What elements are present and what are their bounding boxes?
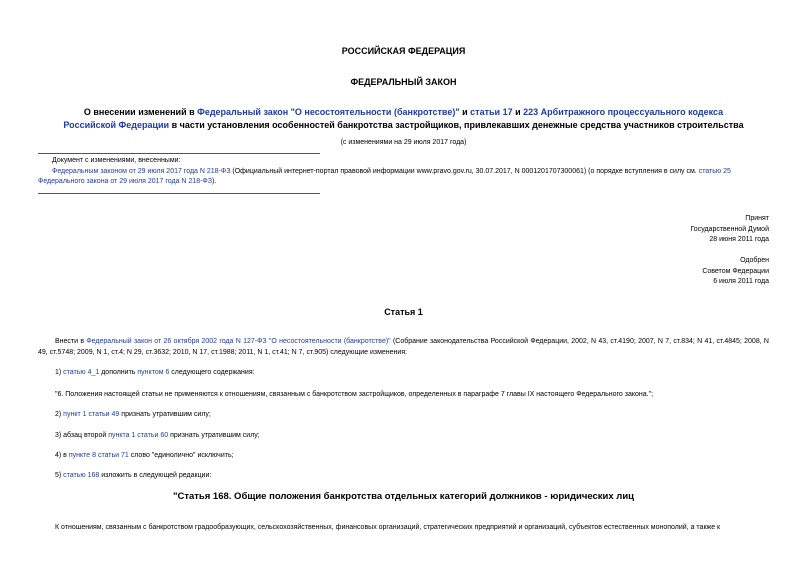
title-link-bankruptcy-law[interactable]: Федеральный закон "О несостоятельности (банкротстве)" <box>197 107 460 117</box>
item-5 <box>55 470 211 481</box>
accepted-block <box>690 214 769 246</box>
intro-text-2: (Собрание законодательства Российской Федерации, 2002, N 43, ст.4190; 2007, N 7, ст.834; N 41, ст.4845; 2008, N 49, ст.5748; 2009, N 1, ст.4; N 29, ст.3632; 2010, N 17, ст.1988; 2011, N 1, ст.41; N 7, ст.905) следующие изменения: <box>38 338 769 356</box>
country-heading: РОССИЙСКАЯ ФЕДЕРАЦИЯ <box>341 46 466 56</box>
title-link-article-17[interactable]: статьи 17 <box>470 107 513 117</box>
doc-type-heading: ФЕДЕРАЛЬНЫЙ ЗАКОН <box>350 77 457 87</box>
item-1-text-1: 1) <box>55 369 64 376</box>
law-title <box>58 106 749 132</box>
item-1-link-article-4-1[interactable]: статью 4_1 <box>63 369 100 376</box>
article-1-intro <box>38 336 769 358</box>
amendments-label: Документ с изменениями, внесенными: <box>52 157 181 164</box>
item-2-link[interactable]: пункт 1 статьи 49 <box>63 411 120 418</box>
amendment-text-1: (Официальный интернет-портал правовой информации www.pravo.gov.ru, 30.07.2017, N 0001201707300061) (о порядке вступления в силу см. <box>230 168 699 175</box>
intro-link-127fz[interactable]: Федеральный закон от 26 октября 2002 года N 127-ФЗ "О несостоятельности (банкротстве)" <box>86 338 391 345</box>
item-5-text-2: изложить в следующей редакции: <box>99 472 212 479</box>
amendment-text-2: ). <box>211 178 217 185</box>
intro-text-1: Внести в <box>55 338 87 345</box>
new-article-168-heading: "Статья 168. Общие положения банкротства отдельных категорий должников - юридических лиц <box>172 491 635 502</box>
item-3-link[interactable]: пункта 1 статьи 60 <box>108 432 169 439</box>
item-2-text-2: признать утратившим силу; <box>119 411 211 418</box>
amendment-link-article-25[interactable]: статью 25 Федерального закона от 29 июля 2017 года N 218-ФЗ <box>38 168 731 185</box>
title-link-arbitration-code[interactable]: 223 Арбитражного процессуального кодекса Российской Федерации <box>63 107 724 130</box>
amendment-link-218fz[interactable]: Федеральным законом от 29 июля 2017 года N 218-ФЗ <box>52 168 231 175</box>
approved-line-2: Советом Федерации <box>702 267 769 275</box>
title-text-4: в части установления особенностей банкротства застройщиков, привлекавших денежные средства участников строительства <box>169 120 744 130</box>
article-168-paragraph: К отношениям, связанным с банкротством градообразующих, сельскохозяйственных, финансовых организаций, стратегических предприятий и организаций, субъектов естественных монополий, а также к <box>55 524 721 531</box>
title-text-3: и <box>512 107 524 117</box>
item-5-text-1: 5) <box>55 472 64 479</box>
accepted-line-1: Принят <box>745 215 769 222</box>
approved-line-1: Одобрен <box>740 257 769 264</box>
item-3 <box>55 430 260 441</box>
item-2-text-1: 2) <box>55 411 64 418</box>
item-5-link[interactable]: статью 168 <box>63 472 100 479</box>
accepted-line-3: 28 июня 2011 года <box>709 236 769 243</box>
article-1-heading: Статья 1 <box>384 307 423 317</box>
title-text-1: О внесении изменений в <box>83 107 198 117</box>
title-text-2: и <box>459 107 471 117</box>
item-1 <box>55 367 255 378</box>
item-4-link[interactable]: пункте 8 статьи 71 <box>68 452 129 459</box>
item-3-text-2: признать утратившим силу; <box>168 432 260 439</box>
quote-point-6: "6. Положения настоящей статьи не применяются к отношениям, связанным с банкротством застройщиков, определенных в параграфе 7 главы IX настоящего Федерального закона."; <box>55 391 654 398</box>
item-4-text-1: 4) в <box>55 452 69 459</box>
item-1-text-2: дополнить <box>99 369 138 376</box>
amendments-text <box>38 167 769 187</box>
approved-block <box>702 256 769 288</box>
item-4 <box>55 450 234 461</box>
edition-note: (с изменениями на 29 июля 2017 года) <box>340 139 467 146</box>
item-3-text-1: 3) абзац второй <box>55 432 109 439</box>
divider-top <box>38 153 320 154</box>
item-2 <box>55 409 211 420</box>
approved-line-3: 6 июля 2011 года <box>713 278 769 285</box>
item-4-text-2: слово "единолично" исключить; <box>128 452 234 459</box>
accepted-line-2: Государственной Думой <box>690 225 769 233</box>
divider-bottom <box>38 193 320 194</box>
item-1-link-point-6[interactable]: пунктом 6 <box>137 369 170 376</box>
item-1-text-3: следующего содержания: <box>169 369 255 376</box>
